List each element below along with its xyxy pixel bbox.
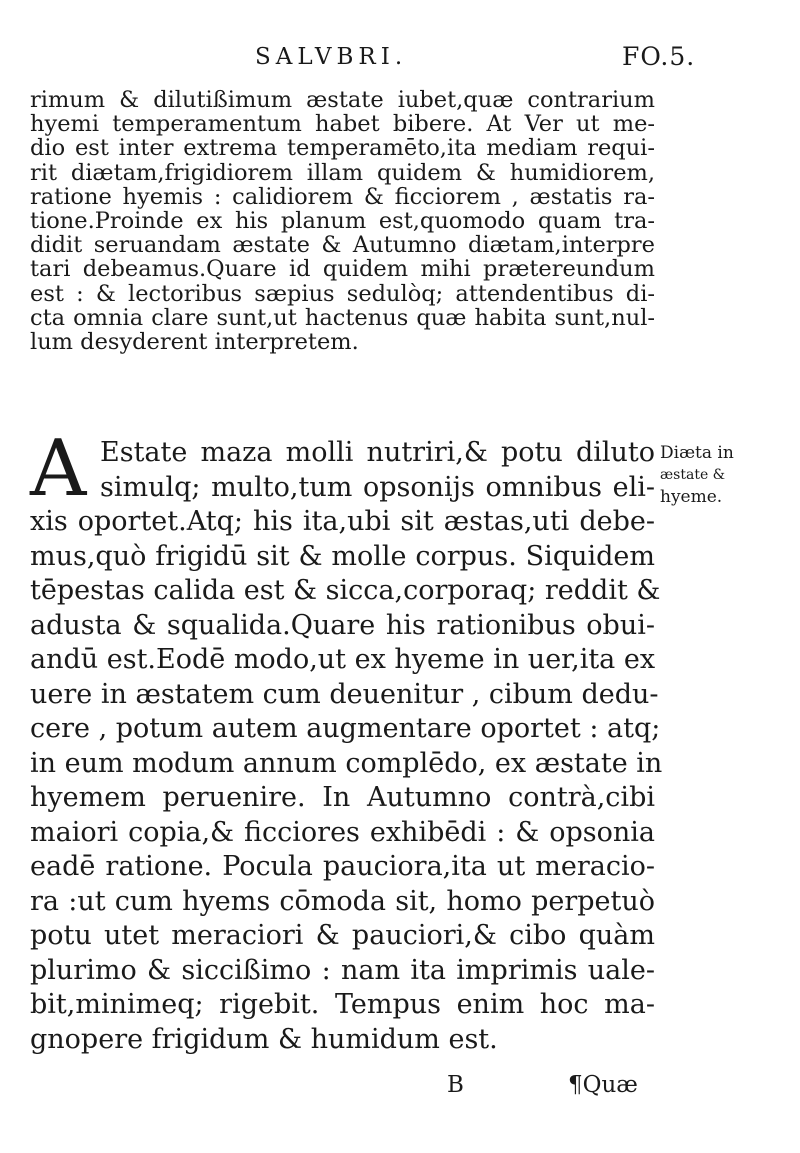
- section-diet-summer: [30, 424, 663, 1057]
- folio-number: FO.5.: [622, 42, 696, 71]
- text-line: in eum modum annum complēdo, ex æstate in: [30, 747, 663, 779]
- text-line: rimum & dilutißimum æstate iubet,quæ contrarium: [30, 87, 655, 113]
- text-line: andū est.Eodē modo,ut ex hyeme in uer,ita ex: [30, 644, 656, 675]
- text-line: ratione hyemis : calidiorem & ficciorem , æstatis ra-: [30, 183, 655, 210]
- text-line: tari debeamus.Quare id quidem mihi prætereundum: [30, 256, 655, 283]
- paragraph-continuation: [30, 88, 655, 354]
- marginal-note: [660, 442, 760, 508]
- running-title: SALVBRI.: [255, 44, 408, 70]
- text-line: dio est inter extrema temperamēto,ita mediam requi-: [30, 135, 655, 162]
- margin-note-line: Diæta in: [660, 443, 734, 463]
- text-line: hyemi temperamentum habet bibere. At Ver ut me-: [30, 111, 655, 138]
- text-line: Estate maza molli nutriri,& potu diluto: [100, 437, 655, 468]
- text-line: gnopere frigidum & humidum est.: [30, 1023, 498, 1055]
- text-line: cta omnia clare sunt,ut hactenus quæ habita sunt,nul-: [30, 304, 655, 331]
- text-line: mus,quò frigidū sit & molle corpus. Siquidem: [30, 540, 655, 572]
- text-line: est : & lectoribus sæpius sedulòq; attendentibus di-: [30, 280, 655, 307]
- running-head: [0, 36, 800, 76]
- text-line: maiori copia,& ficciores exhibēdi : & opsonia: [30, 816, 655, 848]
- text-line: cere , potum autem augmentare oportet : atq;: [30, 713, 661, 744]
- text-line: adusta & squalida.Quare his rationibus obui-: [30, 609, 655, 641]
- margin-note-line: hyeme.: [660, 487, 723, 507]
- text-line: bit,minimeq; rigebit. Tempus enim hoc ma-: [30, 989, 655, 1020]
- text-line: hyemem peruenire. In Autumno contrà,cibi: [30, 782, 655, 813]
- text-line: eadē ratione. Pocula pauciora,ita ut meracio-: [30, 851, 655, 882]
- text-line: lum desyderent interpretem.: [30, 329, 359, 356]
- text-line: tione.Proinde ex his planum est,quomodo quam tra-: [30, 208, 655, 235]
- text-line: didit seruandam æstate & Autumno diætam,interpre: [30, 232, 655, 259]
- text-line: simulq; multo,tum opsonijs omnibus eli-: [100, 471, 655, 503]
- text-line: uere in æstatem cum deuenitur , cibum dedu-: [30, 678, 659, 710]
- text-line: plurimo & siccißimo : nam ita imprimis uale-: [30, 954, 655, 986]
- text-line: potu utet meraciori & pauciori,& cibo quàm: [30, 920, 655, 951]
- text-line: ra :ut cum hyems cōmoda sit, homo perpetuò: [30, 885, 655, 917]
- text-line: rit diætam,frigidiorem illam quidem & humidiorem,: [30, 159, 655, 186]
- text-line: xis oportet.Atq; his ita,ubi sit æstas,uti debe-: [30, 506, 655, 537]
- margin-note-line: æstate &: [660, 467, 726, 483]
- catchword: ¶Quæ: [568, 1072, 638, 1098]
- signature-mark: B: [447, 1072, 464, 1098]
- drop-cap: A: [30, 424, 87, 514]
- text-line: tēpestas calida est & sicca,corporaq; reddit &: [30, 575, 661, 606]
